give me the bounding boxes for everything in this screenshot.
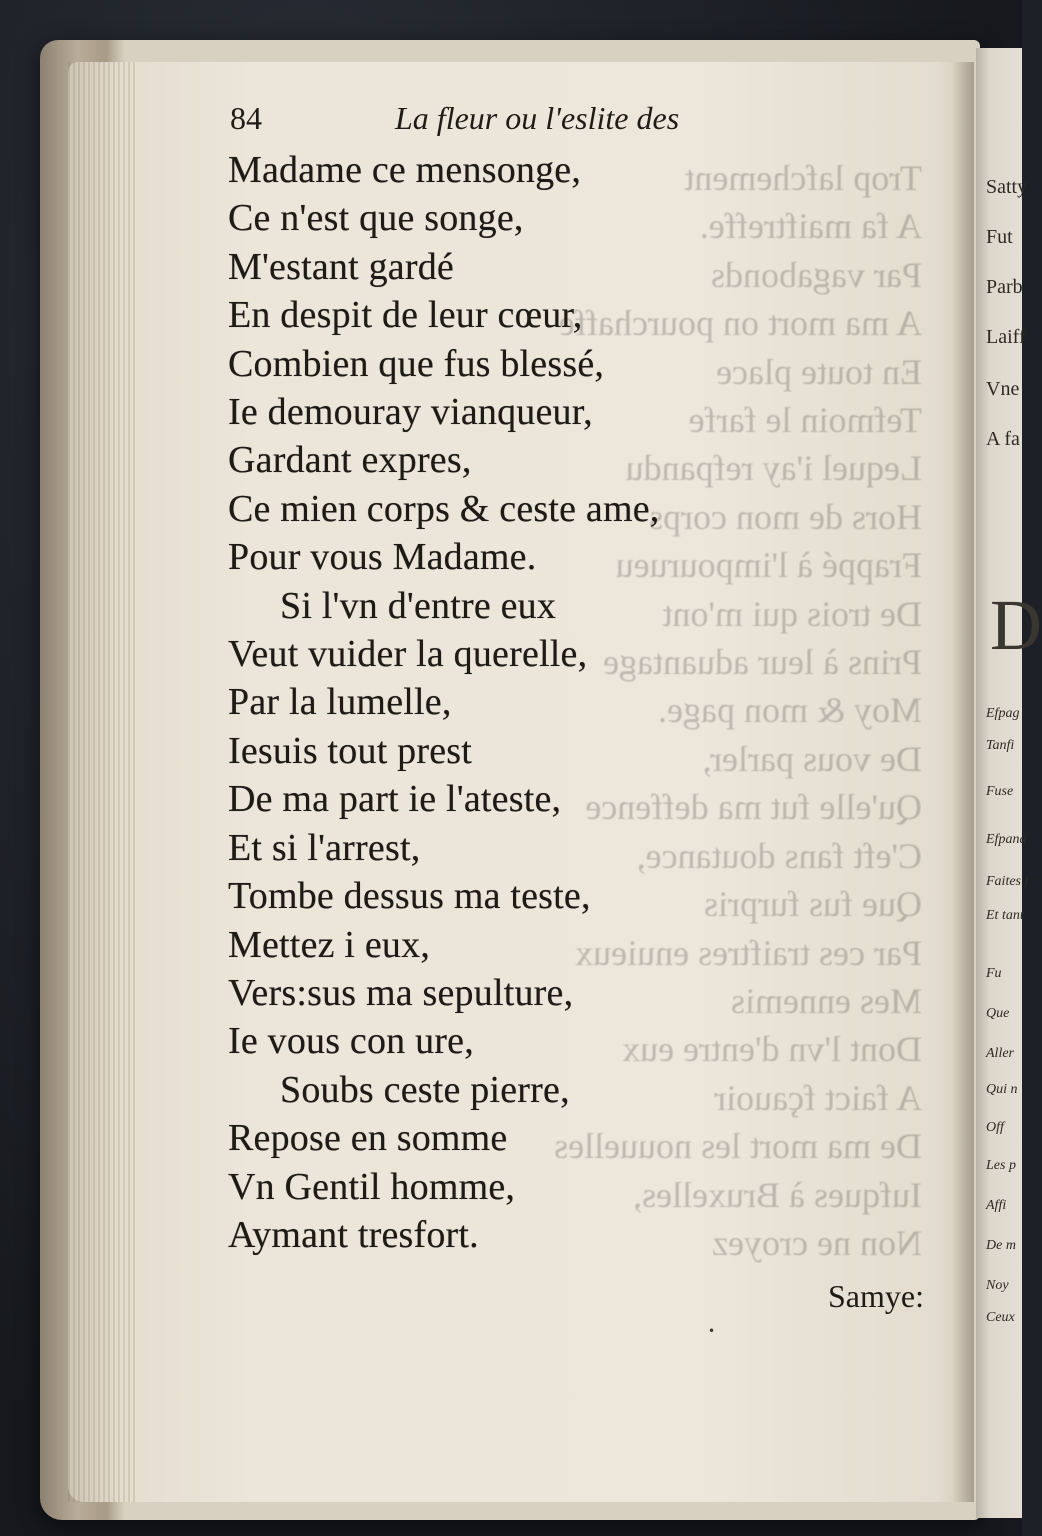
verse-line: De ma part ie l'ateste, bbox=[228, 778, 562, 821]
book-page bbox=[68, 62, 974, 1502]
verse-line: En despit de leur cœur, bbox=[228, 294, 583, 337]
facing-page-fragment: Satty bbox=[986, 176, 1028, 198]
catchword: Samye: bbox=[828, 1278, 924, 1314]
bleed-through-line: De vous parler, bbox=[702, 738, 922, 779]
facing-page-fragment: Efpand bbox=[986, 832, 1027, 847]
verse-line: Vers:sus ma sepulture, bbox=[228, 971, 574, 1014]
bleed-through-line: Non ne croyez bbox=[712, 1222, 922, 1263]
bleed-through-line: A ma mort on pourchaffe bbox=[558, 303, 922, 344]
bleed-through-line: Tefmoin le farfe bbox=[688, 400, 922, 441]
bleed-through-line: Hors de mon corps bbox=[649, 496, 922, 537]
bleed-through-line: Par ces traiftres enuieux bbox=[575, 932, 922, 973]
facing-page-fragment: Tanfi bbox=[986, 738, 1015, 753]
bleed-through-line: A fa maiftreffe. bbox=[699, 206, 922, 247]
verse-line: Et si l'arrest, bbox=[228, 826, 421, 869]
bleed-through-line: Moy & mon page. bbox=[658, 690, 922, 731]
facing-page-fragment: A fa bbox=[986, 428, 1020, 450]
gutter-shadow bbox=[952, 62, 974, 1502]
facing-page-fragment: Et tant bbox=[986, 908, 1024, 923]
verse-line: Veut vuider la querelle, bbox=[228, 633, 588, 676]
bleed-through-line: De ma mort les nouuelles bbox=[554, 1126, 922, 1167]
bleed-through-line: Par vagabonds bbox=[711, 254, 922, 295]
facing-page-fragment: Parb bbox=[986, 276, 1023, 298]
running-head bbox=[230, 100, 930, 140]
bleed-through-line: Frappé à l'impourueu bbox=[615, 545, 922, 586]
verse-line: Soubs ceste pierre, bbox=[280, 1068, 570, 1111]
verse-line: Combien que fus blessé, bbox=[228, 342, 605, 385]
facing-page-edge bbox=[976, 48, 1042, 1518]
verse-line: Ie vous con ure, bbox=[228, 1020, 474, 1063]
bleed-through-line: A faict fçauoir bbox=[714, 1077, 922, 1118]
bleed-through-line: C'eft fans doutance, bbox=[636, 835, 922, 876]
bleed-through-line: De trois qui m'ont bbox=[662, 593, 922, 634]
facing-page-fragment: Que bbox=[986, 1006, 1010, 1021]
running-title: La fleur ou l'eslite des bbox=[395, 100, 680, 136]
bleed-through-line: Iufques à Bruxelles, bbox=[633, 1174, 922, 1215]
facing-page-fragment: De m bbox=[986, 1238, 1016, 1253]
verse-line: Tombe dessus ma teste, bbox=[228, 875, 591, 918]
facing-page-fragment: Faites f bbox=[986, 874, 1029, 889]
verse-line: Madame ce mensonge, bbox=[228, 149, 582, 191]
facing-page-fragment: Vne bbox=[986, 378, 1020, 400]
facing-page-fragment: Ceux bbox=[986, 1310, 1015, 1325]
verse-line: Ce n'est que songe, bbox=[228, 197, 524, 240]
verse-line: Iesuis tout prest bbox=[228, 729, 473, 772]
verse-line: Aymant tresfort. bbox=[228, 1213, 479, 1256]
bleed-through-line: Mes ennemis bbox=[731, 980, 922, 1021]
facing-page-fragment: Les p bbox=[986, 1158, 1016, 1173]
bleed-through-line: Que fus furpris bbox=[704, 884, 922, 925]
bleed-through-line: Dont l'vn d'entre eux bbox=[622, 1029, 922, 1070]
bleed-through-line: Qu'elle fut ma deffence bbox=[585, 787, 922, 828]
bleed-through-line: Lequel i'ay refpandu bbox=[625, 448, 922, 489]
verse-line: Repose en somme bbox=[228, 1117, 508, 1160]
verse-line: Gardant expres, bbox=[228, 439, 472, 482]
facing-page-fragment: Laiff bbox=[986, 326, 1026, 348]
verse-line: Ie demouray vianqueur, bbox=[228, 391, 593, 434]
verse-line: Si l'vn d'entre eux bbox=[280, 584, 557, 627]
bleed-through-line: Prins à leur aduantage bbox=[603, 642, 922, 683]
verse-line: Vn Gentil homme, bbox=[228, 1165, 516, 1208]
verse-line: Ce mien corps & ceste ame, bbox=[228, 487, 660, 530]
facing-page-fragment: Fut bbox=[986, 226, 1013, 248]
verse-line: Mettez i eux, bbox=[228, 923, 431, 966]
facing-page-fragment: Affi bbox=[986, 1198, 1007, 1213]
facing-page-fragment: Aller bbox=[986, 1046, 1014, 1061]
bleed-through-line: Trop lafchement bbox=[684, 158, 922, 198]
page-number: 84 bbox=[230, 100, 262, 136]
facing-page-fragment: Efpag bbox=[986, 706, 1020, 721]
facing-page-fragment: Fu bbox=[986, 966, 1002, 981]
verse-line: Pour vous Madame. bbox=[228, 536, 537, 579]
facing-page-fragment: Off bbox=[986, 1120, 1004, 1135]
verse-text bbox=[228, 146, 788, 1259]
verse-line: M'estant gardé bbox=[228, 245, 454, 288]
facing-page-fragment: Fuse bbox=[986, 784, 1014, 799]
facing-page-fragment: Noy bbox=[986, 1278, 1009, 1293]
verse-line: Par la lumelle, bbox=[228, 681, 452, 724]
signature-mark: • bbox=[708, 1324, 716, 1338]
facing-page-fragment: Qui n bbox=[986, 1082, 1018, 1097]
bleed-through-line: En toute place bbox=[716, 351, 922, 392]
facing-page-fragment: D bbox=[990, 585, 1042, 665]
